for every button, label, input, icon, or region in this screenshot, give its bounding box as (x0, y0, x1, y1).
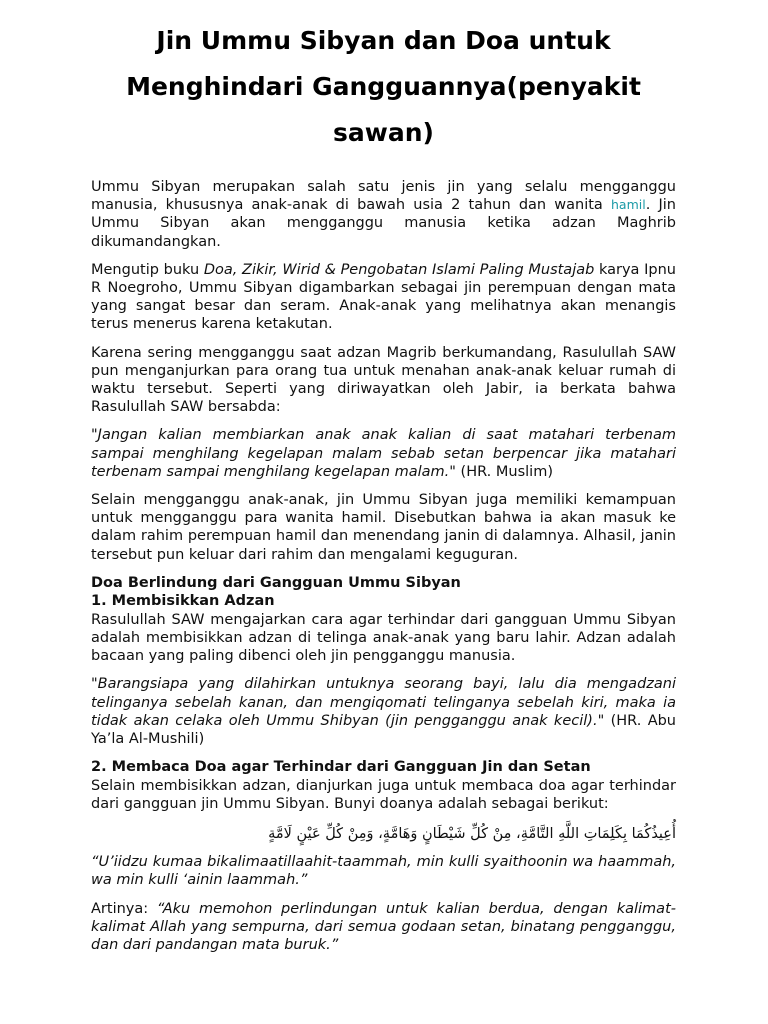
heading-adzan: 1. Membisikkan Adzan (91, 593, 275, 610)
hadith-source: " (HR. Muslim) (449, 463, 553, 480)
article (91, 18, 676, 964)
paragraph-hadith-intro: Karena sering mengganggu saat adzan Magrib berkumandang, Rasulullah SAW pun menganjurkan para orang tua untuk menahan anak-anak keluar rumah di waktu tersebut. Seperti yang diriwayatkan oleh Jabir, ia berkata bahwa Rasulullah SAW bersabda: (91, 344, 676, 416)
book-title: Doa, Zikir, Wirid & Pengobatan Islami Paling Mustajab (203, 261, 595, 278)
paragraph-intro (91, 178, 676, 251)
heading-doa: Doa Berlindung dari Gangguan Ummu Sibyan (91, 574, 461, 591)
article-title: Jin Ummu Sibyan dan Doa untuk Menghindari Gangguannya(penyakit sawan) (126, 26, 641, 147)
paragraph-adzan-quote (91, 675, 676, 748)
heading-doa-jin: 2. Membaca Doa agar Terhindar dari Gangguan Jin dan Setan (91, 759, 591, 776)
citation-text-start: Mengutip buku (91, 261, 204, 278)
citation-text-end: karya Ipnu R Noegroho, Ummu Sibyan digambarkan sebagai jin perempuan dengan mata yang sangat besar dan seram. Anak-anak yang melihatnya akan menangis terus menerus karena ketakutan. (91, 261, 676, 333)
paragraph-book-citation (91, 261, 676, 334)
paragraph-pregnant-women: Selain mengganggu anak-anak, jin Ummu Sibyan juga memiliki kemampuan untuk mengganggu para wanita hamil. Disebutkan bahwa ia akan masuk ke dalam rahim perempuan hamil dan menendang janin di dalamnya. Alhasil, janin tersebut pun keluar dari rahim dan mengalami keguguran. (91, 492, 676, 563)
arabic-prayer: أُعِيذُكُمَا بِكَلِمَاتِ اللَّهِ التَّامَّةِ، مِنْ كُلِّ شَيْطَانٍ وَهَامَّةٍ، وَمِنْ كُلِّ عَيْنٍ لَامَّةٍ (268, 826, 676, 843)
transliteration-text: “U’iidzu kumaa bikalimaatillaahit-taammah, min kulli syaithoonin wa haammah, wa min kulli ‘ainin laammah.” (91, 854, 676, 889)
intro-text-start: Ummu Sibyan merupakan salah satu jenis jin yang selalu mengganggu manusia, khususnya anak-anak di bawah usia 2 tahun dan wanita (91, 179, 676, 214)
intro-text-end: . Jin Ummu Sibyan akan mengganggu manusia ketika adzan Maghrib dikumandangkan. (91, 197, 676, 250)
hamil-link[interactable]: hamil (611, 197, 646, 213)
meaning-label: Artinya: (91, 900, 157, 917)
quote-open-mark-2: " (91, 676, 98, 693)
paragraph-hadith-quote (91, 426, 676, 481)
hadith-quote-text: Jangan kalian membiarkan anak anak kalian di saat matahari terbenam sampai menghilang kegelapan malam sebab setan berpencar jika matahari terbenam sampai menghilang kegelapan malam. (91, 427, 676, 480)
adzan-quote-source: " (HR. Abu Ya’la Al-Mushili) (91, 712, 677, 748)
quote-open-mark: " (91, 427, 98, 444)
meaning-text: “Aku memohon perlindungan untuk kalian berdua, dengan kalimat-kalimat Allah yang sempurna, dari semua godaan setan, binatang pengganggu, dan dari pandangan mata buruk.” (91, 900, 676, 953)
paragraph-doa-intro: Selain membisikkan adzan, dianjurkan juga untuk membaca doa agar terhindar dari gangguan jin Ummu Sibyan. Bunyi doanya adalah sebagai berikut: (91, 777, 676, 812)
paragraph-transliteration (91, 853, 676, 889)
paragraph-adzan: Rasulullah SAW mengajarkan cara agar terhindar dari gangguan Ummu Sibyan adalah membisikkan adzan di telinga anak-anak yang baru lahir. Adzan adalah bacaan yang paling dibenci oleh jin pengganggu manusia. (91, 611, 676, 665)
paragraph-meaning (91, 900, 676, 955)
adzan-quote-text: Barangsiapa yang dilahirkan untuknya seorang bayi, lalu dia mengadzani telinganya sebelah kanan, dan mengiqomati telinganya sebelah kiri, maka ia tidak akan celaka oleh Ummu Shibyan (jin pengganggu anak kecil). (91, 676, 676, 729)
